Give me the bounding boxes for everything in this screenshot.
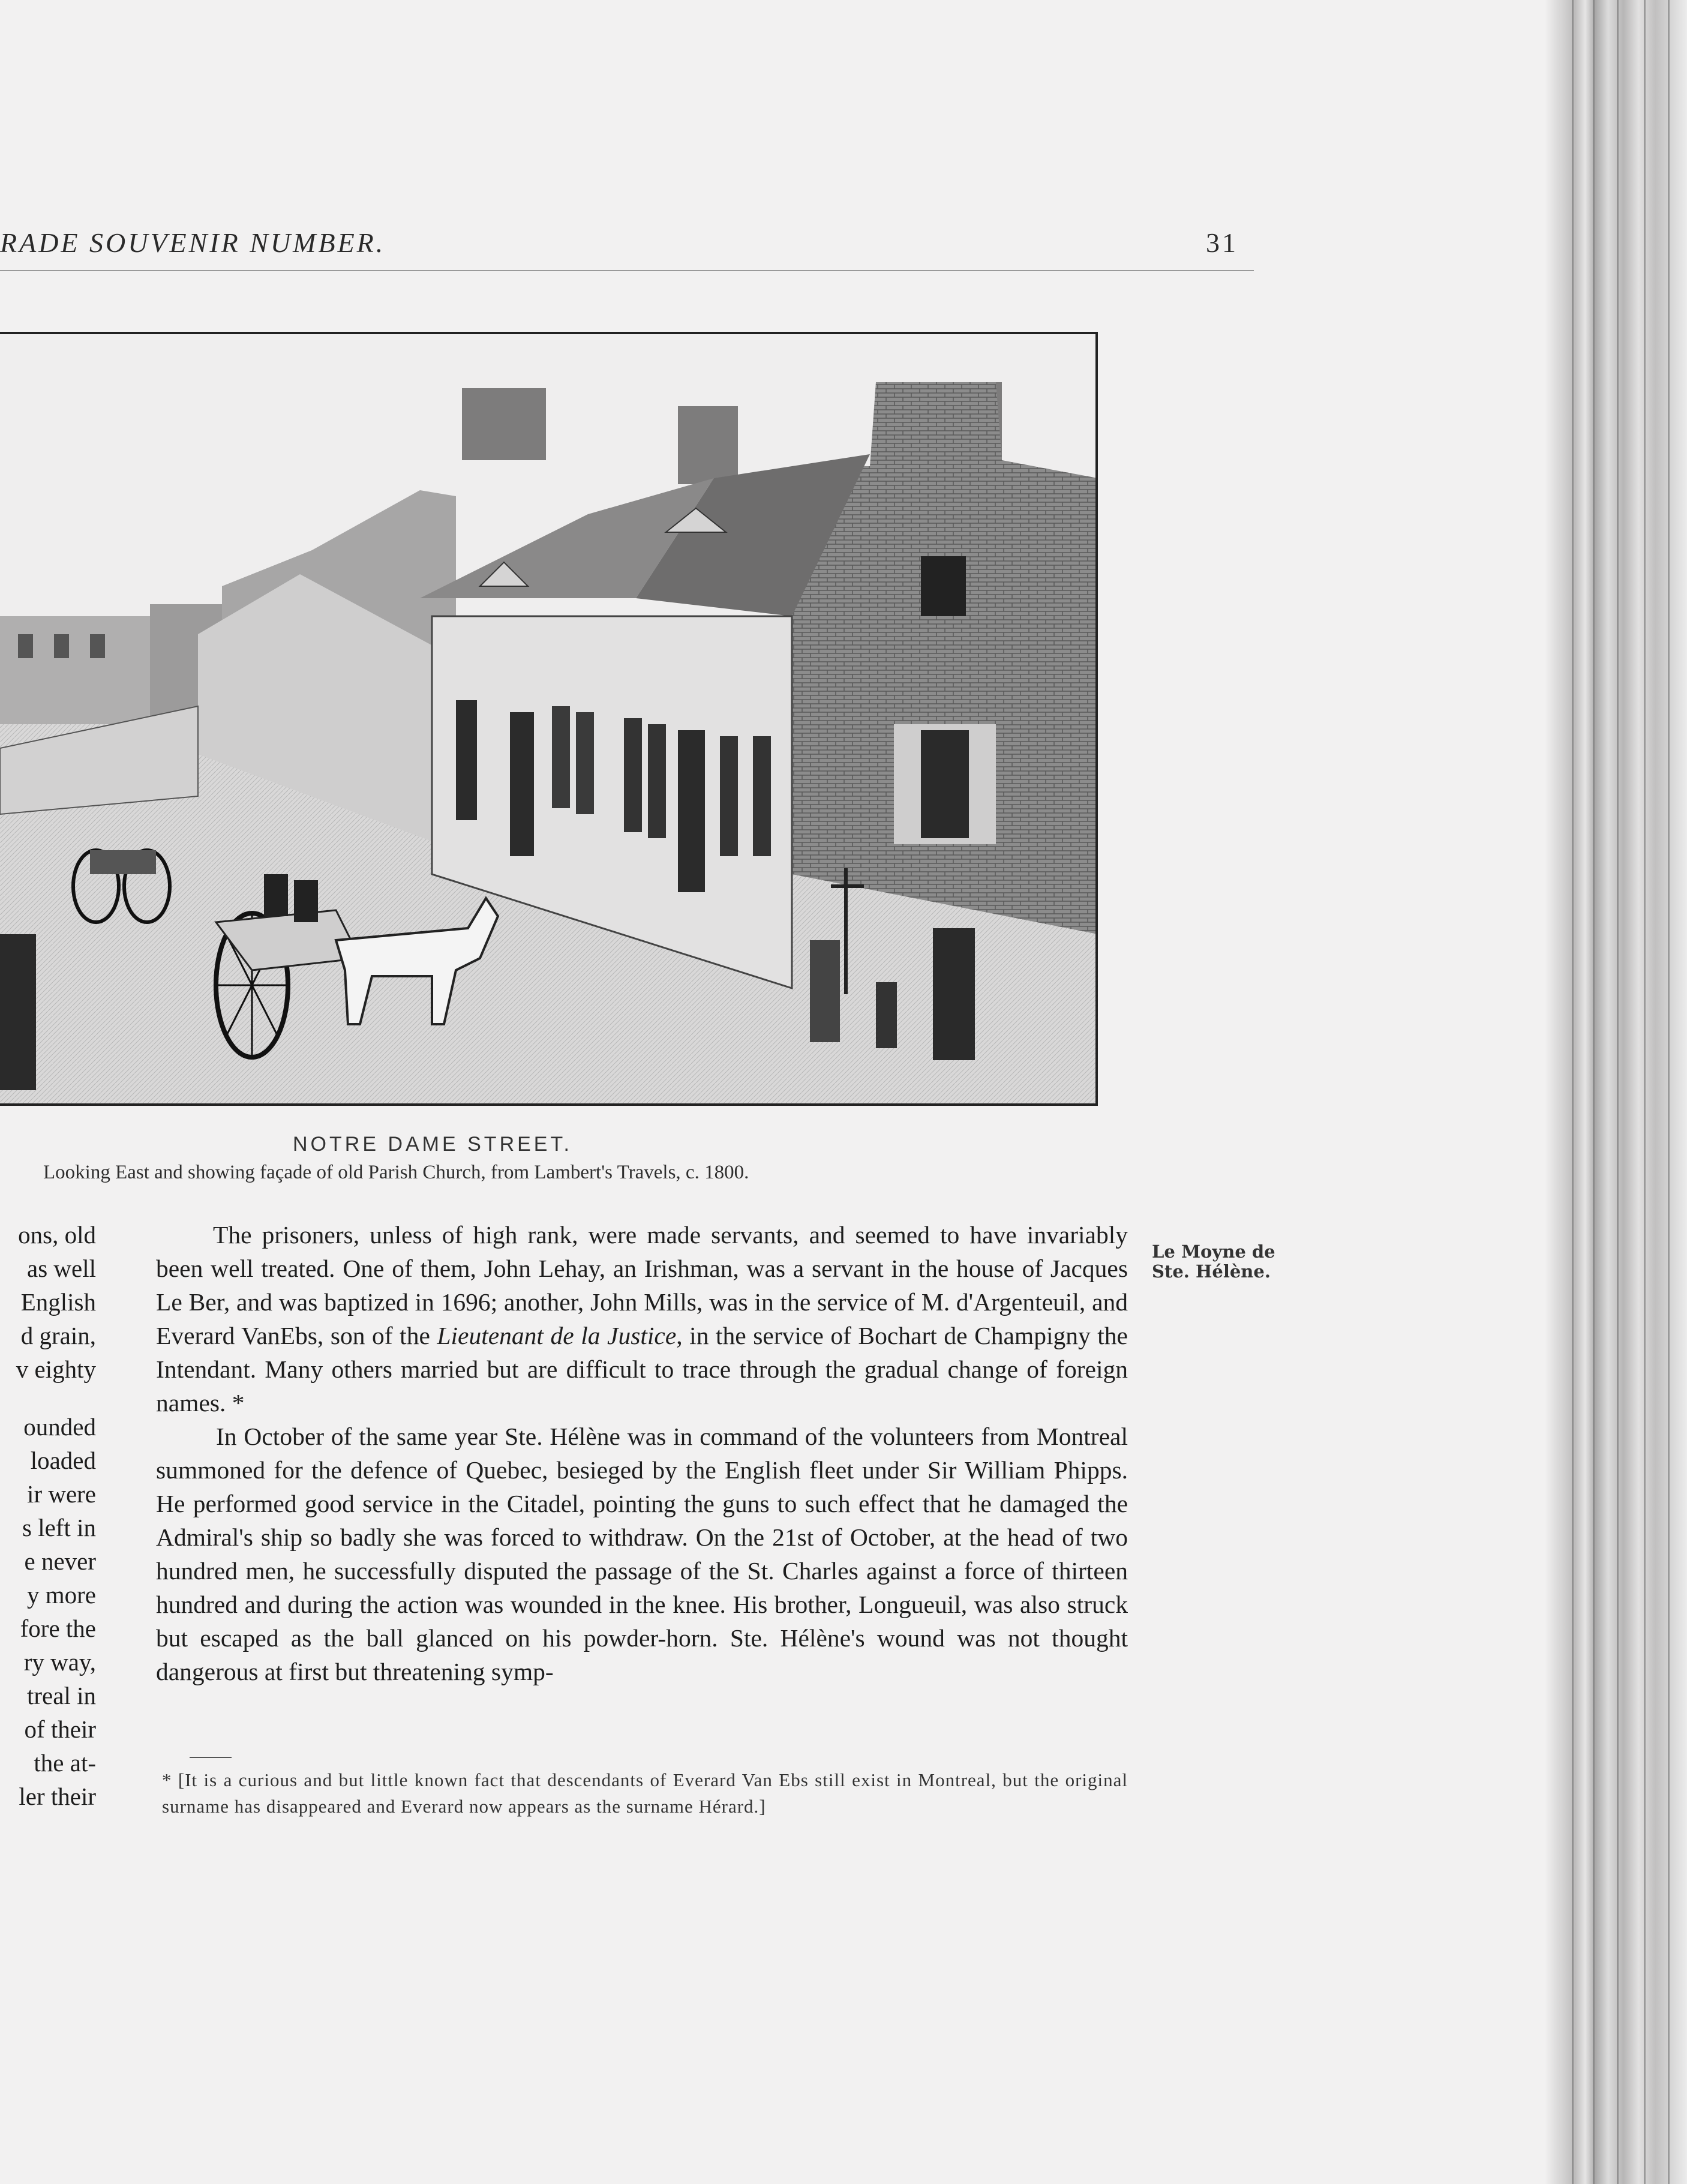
marginal-note <box>1152 1242 1275 1282</box>
left-fragment-line: fore the <box>20 1615 96 1642</box>
header-rule <box>0 270 1254 271</box>
page-edge-line <box>1644 0 1646 2184</box>
street-illustration <box>0 332 1098 1106</box>
left-fragment-line: as well <box>27 1255 96 1282</box>
paragraph-1-italic-title: Lieutenant de la Justice <box>437 1322 677 1349</box>
footnote-rule <box>190 1757 232 1758</box>
left-fragment-line: treal in <box>27 1682 96 1709</box>
left-fragment-line: ler their <box>19 1783 96 1810</box>
marginal-note-line: Ste. Hélène. <box>1152 1261 1271 1282</box>
left-fragment-line: ounded <box>23 1413 96 1441</box>
illustration-subtitle: Looking East and showing façade of old Parish Church, from Lambert's Travels, c. 1800. <box>43 1162 749 1183</box>
page-edge-line <box>1617 0 1619 2184</box>
page-edge-line <box>1593 0 1595 2184</box>
footnote: * [It is a curious and but little known fact that descendants of Everard Van Ebs still exist in Montreal, but the original surname has disappeared and Everard now appears as the surname Hérard.] <box>162 1769 1128 1817</box>
illustration-title: NOTRE DAME STREET. <box>293 1133 572 1156</box>
left-column-fragment <box>0 1218 96 1813</box>
left-fragment-line: ry way, <box>23 1648 96 1676</box>
page-edge-line <box>1572 0 1574 2184</box>
left-fragment-line: the at- <box>34 1749 96 1777</box>
left-fragment-line: s left in <box>22 1514 96 1541</box>
marginal-note-line: Le Moyne de <box>1152 1241 1275 1262</box>
left-fragment-line: v eighty <box>16 1355 96 1383</box>
running-header <box>0 227 1260 263</box>
left-fragment-line: ir were <box>27 1480 96 1508</box>
left-fragment-line: of their <box>24 1715 96 1743</box>
left-fragment-line: e never <box>24 1547 96 1575</box>
main-text-column <box>156 1218 1128 1688</box>
engraving-image <box>0 334 1098 1106</box>
paragraph-quebec-defence: In October of the same year Ste. Hélène was in command of the volunteers from Montreal summoned for the defence of Quebec, besieged by the English fleet under Sir William Phipps. He performed good service in the Citadel, pointing the guns to such effect that he damaged the Admiral's ship so badly she was forced to withdraw. On the 21st of October, at the head of two hundred men, he successfully disputed the passage of the St. Charles against a force of thirteen hundred and during the action was wounded in the knee. His brother, Longueuil, was also struck but escaped as the ball glanced on his powder-horn. Ste. Hélène's wound was not thought dangerous at first but threatening symp- <box>156 1423 1128 1685</box>
book-page-edges <box>1560 0 1687 2184</box>
left-fragment-line: English <box>20 1288 96 1316</box>
left-fragment-line: ons, old <box>18 1221 96 1249</box>
left-fragment-line: d grain, <box>20 1322 96 1349</box>
paragraph-1-part-a: The prisoners, unless of high rank, were made servants, and seemed to have invariably been well treated. One of them, John Lehay, an Irishman, was a servant in the house of Jacques Le Ber, and was baptized in 1696; another, John Mills, was in the service of M. d'Argenteuil, and Everard VanEbs, son of the <box>156 1221 1128 1349</box>
left-fragment-gap <box>0 1386 96 1410</box>
page-number: 31 <box>1206 227 1238 258</box>
page-edge-line <box>1668 0 1670 2184</box>
left-fragment-line: y more <box>27 1581 96 1609</box>
paragraph-1-part-b: , in the service of Bochart de Champigny the Intendant. Many others married but are difficult to trace through the gradual change of foreign names. * <box>156 1322 1128 1417</box>
left-fragment-line: loaded <box>30 1447 96 1474</box>
paragraph-prisoners <box>156 1218 1128 1420</box>
running-title: RADE SOUVENIR NUMBER. <box>0 227 386 258</box>
